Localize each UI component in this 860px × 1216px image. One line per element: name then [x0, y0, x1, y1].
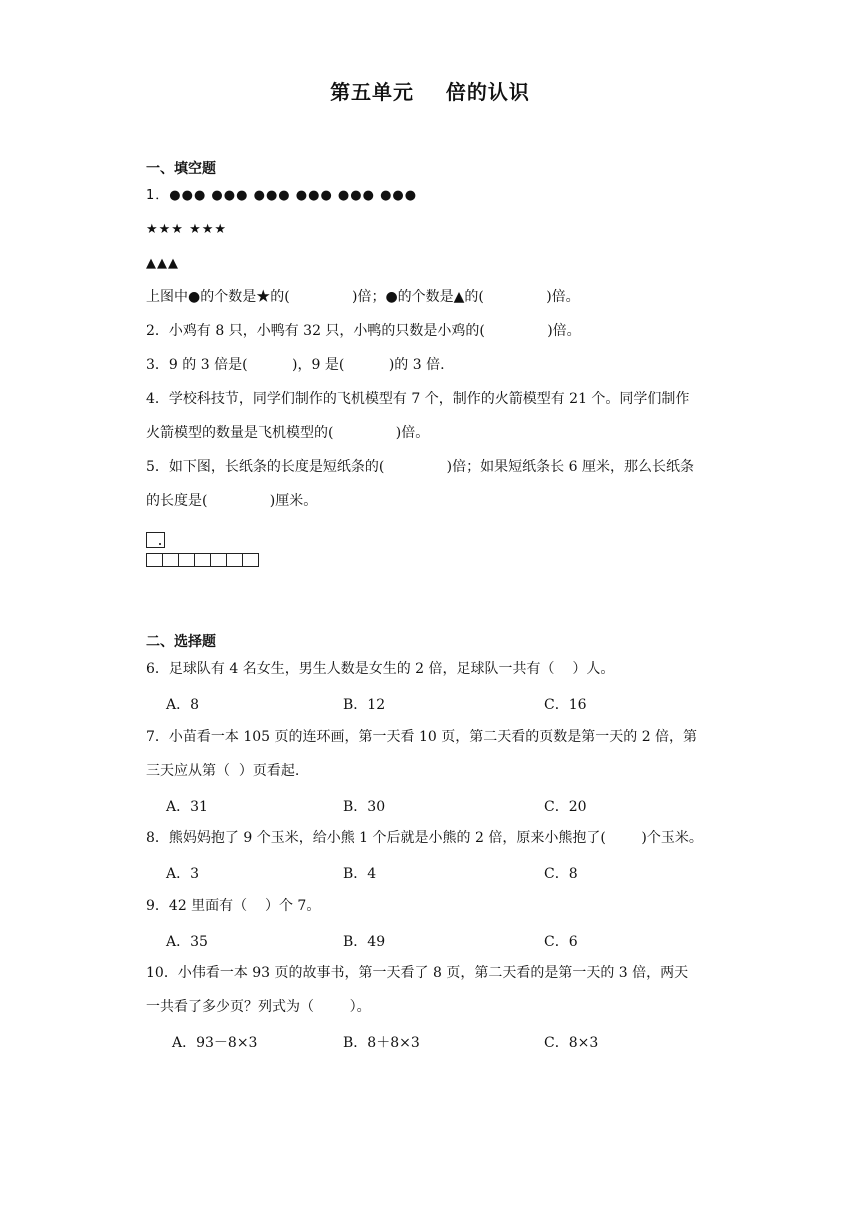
- q8-stem: 8．熊妈妈抱了 9 个玉米，给小熊 1 个后就是小熊的 2 倍，原来小熊抱了( )个玉米。: [146, 830, 703, 846]
- q5-line2: 的长度是( )厘米。: [146, 493, 318, 509]
- long-paper-strip: [146, 553, 258, 567]
- strip-cell: [226, 553, 243, 567]
- q9-stem: 9．42 里面有（ ）个 7。: [146, 898, 321, 914]
- q1-text: 上图中●的个数是★的( )倍；●的个数是▲的( )倍。: [146, 289, 580, 305]
- q1-dots-row: 1．●●● ●●● ●●● ●●● ●●● ●●●: [146, 188, 418, 203]
- q10-line1: 10．小伟看一本 93 页的故事书，第一天看了 8 页，第二天看的是第一天的 3 倍，两天: [146, 965, 689, 981]
- page-title: 第五单元 倍的认识: [330, 80, 530, 104]
- q9-option-a: A．35: [166, 934, 208, 950]
- q1-stars-row: ★★★ ★★★: [146, 222, 228, 237]
- q7-line2: 三天应从第（ ）页看起.: [146, 763, 300, 779]
- q4-line2: 火箭模型的数量是飞机模型的( )倍。: [146, 425, 430, 441]
- q10-line2: 一共看了多少页？列式为（ ）。: [146, 999, 371, 1015]
- q4-line1: 4．学校科技节，同学们制作的飞机模型有 7 个，制作的火箭模型有 21 个。同学们制作: [146, 391, 690, 407]
- q9-option-b: B．49: [343, 934, 386, 950]
- q8-option-a: A．3: [166, 866, 200, 882]
- q6-option-b: B．12: [343, 697, 386, 713]
- q6-stem: 6．足球队有 4 名女生，男生人数是女生的 2 倍，足球队一共有（ ）人。: [146, 661, 615, 677]
- q6-option-c: C．16: [544, 697, 587, 713]
- strip-cell: [178, 553, 195, 567]
- q10-option-b: B．8＋8×3: [343, 1035, 420, 1051]
- strip-cell: [242, 553, 259, 567]
- q8-option-b: B．4: [343, 866, 377, 882]
- section-choice: 二、选择题: [146, 634, 216, 650]
- strip-cell: [162, 553, 179, 567]
- strip-cell: [146, 553, 163, 567]
- q10-option-c: C．8×3: [544, 1035, 599, 1051]
- q7-option-a: A．31: [166, 799, 208, 815]
- q6-option-a: A．8: [166, 697, 200, 713]
- q9-option-c: C．6: [544, 934, 578, 950]
- q5-line1: 5．如下图，长纸条的长度是短纸条的( )倍；如果短纸条长 6 厘米，那么长纸条: [146, 459, 694, 475]
- q1-triangles-row: ▲▲▲: [146, 256, 179, 271]
- strip-cell: [210, 553, 227, 567]
- q7-option-b: B．30: [343, 799, 386, 815]
- q2-text: 2．小鸡有 8 只，小鸭有 32 只，小鸭的只数是小鸡的( )倍。: [146, 323, 581, 339]
- q8-option-c: C．8: [544, 866, 578, 882]
- strip-cell: [194, 553, 211, 567]
- section-fill-in: 一、填空题: [146, 161, 216, 177]
- q7-option-c: C．20: [544, 799, 587, 815]
- short-paper-strip: [146, 532, 165, 548]
- q10-option-a: A．93－8×3: [172, 1035, 258, 1051]
- q3-text: 3．9 的 3 倍是( )，9 是( )的 3 倍.: [146, 357, 445, 373]
- q7-line1: 7．小苗看一本 105 页的连环画，第一天看 10 页，第二天看的页数是第一天的 2 倍，第: [146, 729, 698, 745]
